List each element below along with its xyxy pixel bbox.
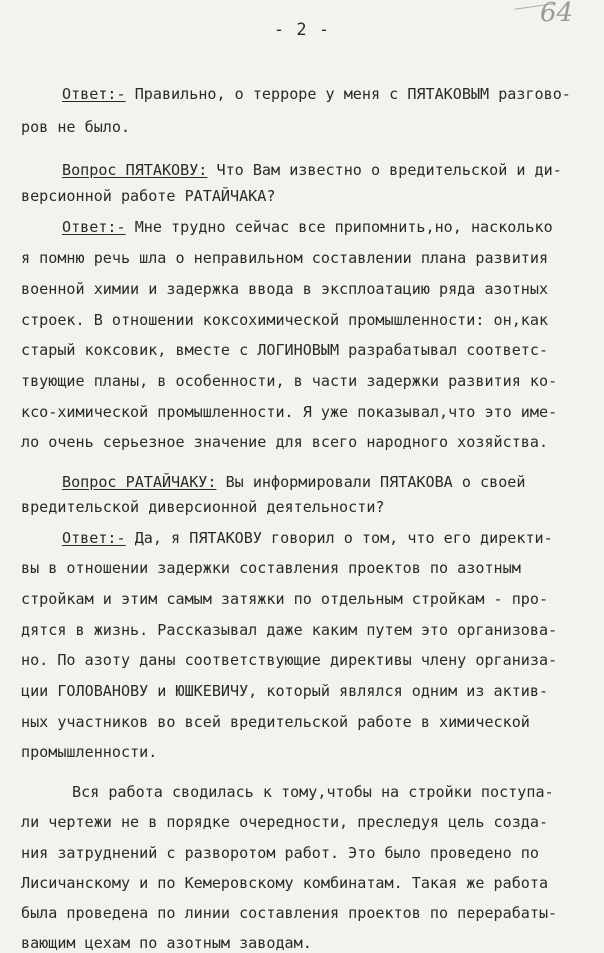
text-line: ных участников во всей вредительской работе в химической bbox=[21, 713, 530, 731]
text-line: вредительской диверсионной деятельности? bbox=[21, 498, 385, 516]
text-line: я помню речь шла о неправильном составлении плана развития bbox=[21, 249, 549, 267]
answer-label: Ответ:- bbox=[62, 85, 126, 103]
text-line: старый коксовик, вместе с ЛОГИНОВЫМ разрабатывал соответс- bbox=[21, 341, 549, 359]
answer-text: Да, я ПЯТАКОВУ говорил о том, что его директи- bbox=[125, 529, 553, 547]
text-line: твующие планы, в особенности, в части задержки развития ко- bbox=[21, 372, 558, 390]
text-line: была проведена по линии составления проектов по перерабаты- bbox=[21, 904, 558, 922]
text-line: ции ГОЛОВАНОВУ и ЮШКЕВИЧУ, который являлся одним из актив- bbox=[21, 682, 549, 700]
answer-line bbox=[62, 528, 553, 548]
text-line: ло очень серьезное значение для всего народного хозяйства. bbox=[21, 433, 549, 451]
text-line: версионной работе РАТАЙЧАКА? bbox=[21, 187, 276, 205]
question-label: Вопрос РАТАЙЧАКУ: bbox=[62, 473, 217, 491]
answer-label: Ответ:- bbox=[62, 218, 126, 236]
text-line: вающим цехам по азотным заводам. bbox=[21, 934, 312, 952]
archive-page-number: 64 bbox=[540, 0, 574, 28]
answer-text: Правильно, о терроре у меня с ПЯТАКОВЫМ разгово- bbox=[125, 85, 571, 103]
question-line bbox=[62, 160, 562, 180]
answer-label: Ответ:- bbox=[62, 529, 126, 547]
text-line: Лисичанскому и по Кемеровскому комбинатам. Такая же работа bbox=[21, 874, 549, 892]
text-line: стройкам и этим самым затяжки по отдельным стройкам - про- bbox=[21, 590, 549, 608]
question-label: Вопрос ПЯТАКОВУ: bbox=[62, 161, 208, 179]
text-line: ли чертежи не в порядке очередности, преследуя цель созда- bbox=[21, 813, 549, 831]
question-text: Вы информировали ПЯТАКОВА о своей bbox=[216, 473, 526, 491]
text-line: ния затруднений с разворотом работ. Это было проведено по bbox=[21, 844, 539, 862]
text-line: но. По азоту даны соответствующие директивы члену организа- bbox=[21, 651, 558, 669]
answer-line bbox=[62, 84, 571, 104]
question-text: Что Вам известно о вредительской и ди- bbox=[207, 161, 562, 179]
answer-text: Мне трудно сейчас все припомнить,но, насколько bbox=[125, 218, 553, 236]
page-number: - 2 - bbox=[273, 20, 331, 40]
text-line: ров не было. bbox=[21, 118, 131, 136]
text-line: военной химии и задержка ввода в эксплоатацию ряда азотных bbox=[21, 280, 549, 298]
text-line: промышленности. bbox=[21, 743, 158, 761]
answer-line bbox=[62, 217, 553, 237]
text-line: дятся в жизнь. Рассказывал даже каким путем это организова- bbox=[21, 621, 558, 639]
text-line: вы в отношении задержки составления проектов по азотным bbox=[21, 559, 521, 577]
text-line: ксо-химической промышленности. Я уже показывал,что это име- bbox=[21, 403, 558, 421]
question-line bbox=[62, 472, 525, 492]
text-line: строек. В отношении коксохимической промышленности: он,как bbox=[21, 311, 549, 329]
text-line: Вся работа сводилась к тому,чтобы на стройки поступа- bbox=[72, 783, 554, 801]
